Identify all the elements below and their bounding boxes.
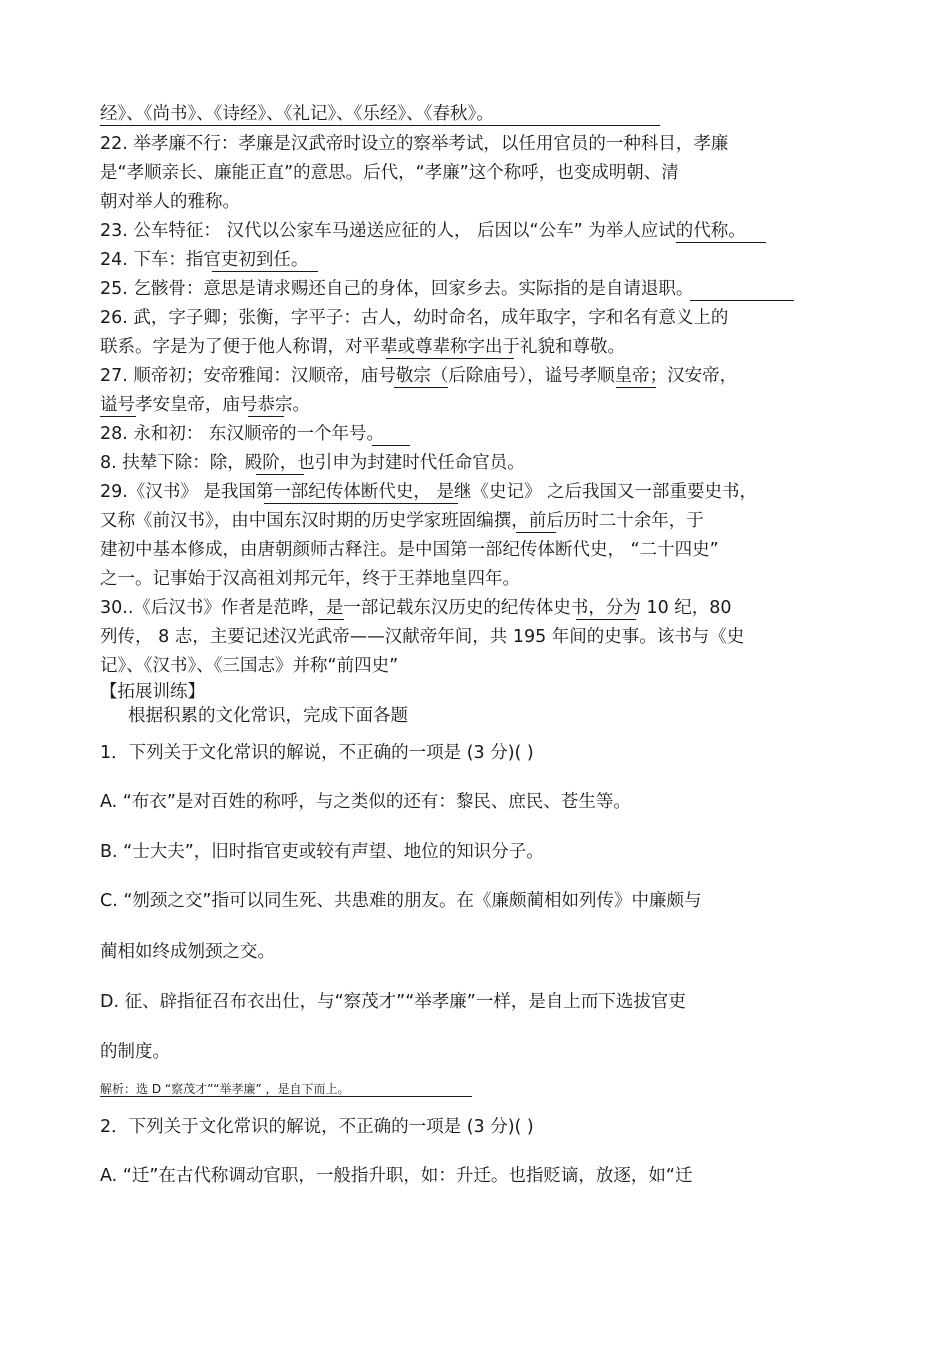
note-26-line-2: 联系。字是为了便于他人称谓，对平辈或尊辈称字出于礼貌和尊敬。 bbox=[100, 337, 625, 357]
underline bbox=[394, 387, 448, 388]
note-29-line-3: 建初中基本修成，由唐朝颜师古释注。是中国第一部纪传体断代史， “二十四史” bbox=[100, 540, 719, 560]
underline bbox=[100, 416, 136, 417]
question-2-option-a-line-1: A. “迁”在古代称调动官职，一般指升职，如：升迁。也指贬谪，放逐，如“迁 bbox=[100, 1166, 693, 1186]
question-2-stem: 2．下列关于文化常识的解说，不正确的一项是 (3 分)( ) bbox=[100, 1117, 534, 1137]
question-1-option-d-line-2: 的制度。 bbox=[100, 1042, 170, 1062]
underline bbox=[372, 445, 410, 446]
underline bbox=[616, 387, 656, 388]
note-29-line-2: 又称《前汉书》，由中国东汉时期的历史学家班固编撰，前后历时二十余年，于 bbox=[100, 511, 704, 531]
note-30-line-1: 30..《后汉书》作者是范晔，是一部记载东汉历史的纪传体史书，分为 10 纪，80 bbox=[100, 598, 732, 618]
note-30-line-3: 记》、《汉书》、《三国志》并称“前四史” bbox=[100, 656, 399, 676]
underline bbox=[100, 1096, 472, 1097]
underline bbox=[690, 300, 794, 301]
underline bbox=[576, 619, 636, 620]
underline bbox=[516, 532, 556, 533]
note-26-line-1: 26. 武，字子卿；张衡，字平子：古人，幼时命名，成年取字，字和名有意义上的 bbox=[100, 308, 729, 328]
underline bbox=[212, 271, 318, 272]
underline bbox=[676, 242, 766, 243]
note-29-line-1: 29.《汉书》 是我国第一部纪传体断代史， 是继《史记》 之后我国又一部重要史书， bbox=[100, 482, 758, 502]
underline bbox=[318, 619, 344, 620]
underline bbox=[386, 358, 514, 359]
question-1-option-d-line-1: D. 征、辟指征召布衣出仕，与“察茂才”“举孝廉”一样，是自上而下选拔官吏 bbox=[100, 992, 686, 1012]
question-1-analysis: 解析：选 D “察茂才”“举孝廉” ，是自下而上。 bbox=[100, 1082, 350, 1096]
underline bbox=[264, 503, 458, 504]
underline bbox=[256, 474, 304, 475]
note-24: 24. 下车：指官吏初到任。 bbox=[100, 250, 309, 270]
question-1-option-b: B. “士大夫”，旧时指官吏或较有声望、地位的知识分子。 bbox=[100, 842, 544, 862]
note-21-tail: 经》、《尚书》、《诗经》、《礼记》、《乐经》、《春秋》。 bbox=[100, 104, 494, 124]
section-intro: 根据积累的文化常识，完成下面各题 bbox=[128, 706, 408, 726]
underline bbox=[100, 125, 660, 126]
note-22-line-3: 朝对举人的雅称。 bbox=[100, 192, 240, 212]
note-30-line-2: 列传， 8 志，主要记述汉光武帝——汉献帝年间，共 195 年间的史事。该书与《史 bbox=[100, 627, 745, 647]
note-25: 25. 乞骸骨：意思是请求赐还自己的身体，回家乡去。实际指的是自请退职。 bbox=[100, 279, 694, 299]
question-1-stem: 1．下列关于文化常识的解说，不正确的一项是 (3 分)( ) bbox=[100, 743, 534, 763]
note-22-line-2: 是“孝顺亲长、廉能正直”的意思。后代，“孝廉”这个称呼，也变成明朝、清 bbox=[100, 163, 679, 183]
note-29-line-4: 之一。记事始于汉高祖刘邦元年，终于王莽地皇四年。 bbox=[100, 569, 520, 589]
note-28: 28. 永和初： 东汉顺帝的一个年号。 bbox=[100, 424, 384, 444]
underline bbox=[248, 416, 284, 417]
section-heading: 【拓展训练】 bbox=[100, 682, 205, 702]
question-1-option-c-line-1: C. “刎颈之交”指可以同生死、共患难的朋友。在《廉颇蔺相如列传》中廉颇与 bbox=[100, 891, 702, 911]
note-8: 8. 扶辇下除：除，殿阶，也引申为封建时代任命官员。 bbox=[100, 453, 525, 473]
question-1-option-a: A. “布衣”是对百姓的称呼，与之类似的还有：黎民、庶民、苍生等。 bbox=[100, 792, 631, 812]
question-1-option-c-line-2: 蔺相如终成刎颈之交。 bbox=[100, 942, 275, 962]
note-27-line-1: 27. 顺帝初；安帝雅闻：汉顺帝，庙号敬宗（后除庙号），谥号孝顺皇帝；汉安帝， bbox=[100, 366, 738, 386]
note-27-line-2: 谥号孝安皇帝，庙号恭宗。 bbox=[100, 395, 310, 415]
note-23: 23. 公车特征： 汉代以公家车马递送应征的人， 后因以“公车” 为举人应试的代称。 bbox=[100, 221, 746, 241]
note-22-line-1: 22. 举孝廉不行：孝廉是汉武帝时设立的察举考试，以任用官员的一种科目，孝廉 bbox=[100, 134, 729, 154]
